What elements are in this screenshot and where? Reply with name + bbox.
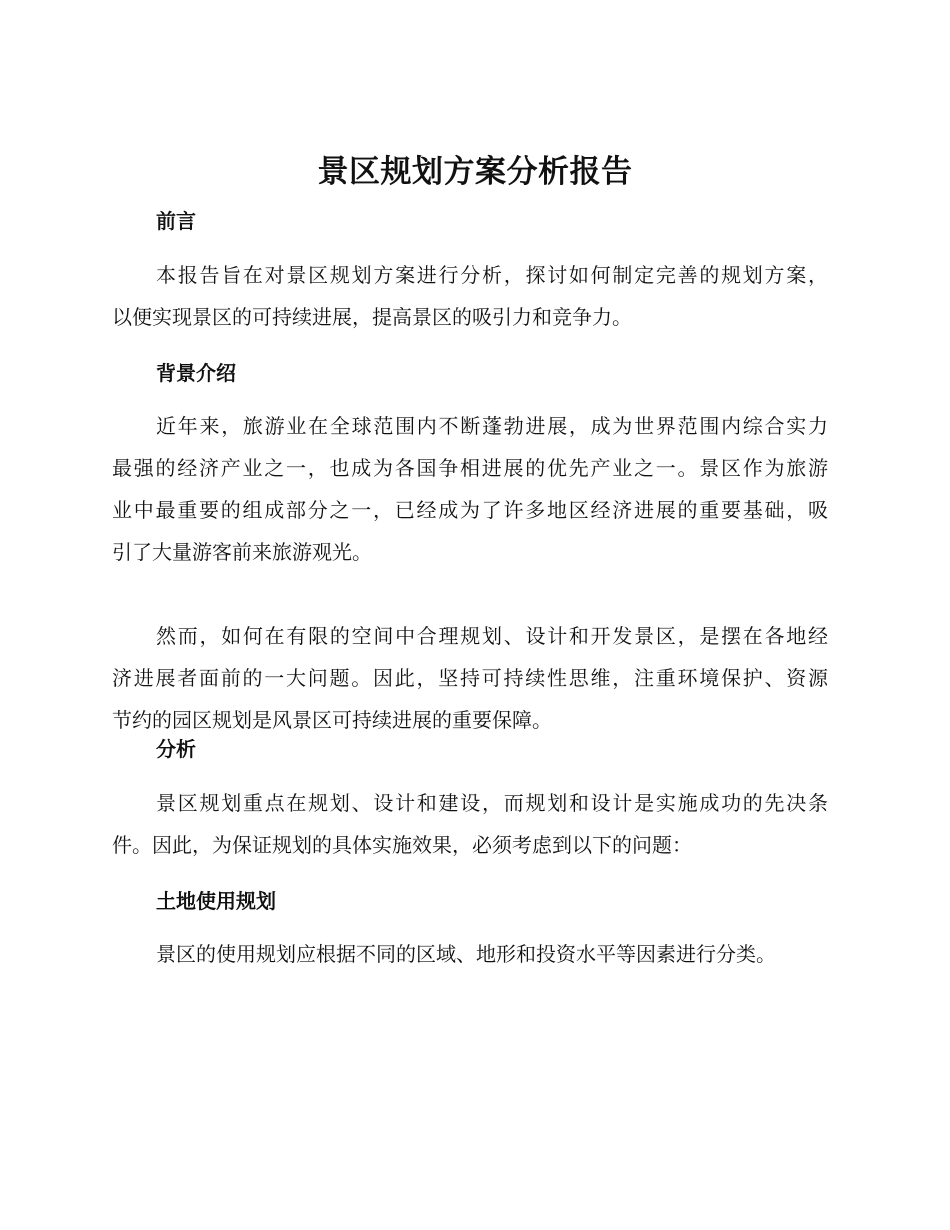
paragraph-line: 节约的园区规划是风景区可持续进展的重要保障。 — [112, 708, 552, 732]
paragraph — [112, 254, 828, 338]
paragraph — [112, 933, 828, 975]
paragraph-line: 件。因此，为保证规划的具体实施效果，必须考虑到以下的问题： — [112, 833, 692, 857]
paragraph — [112, 405, 828, 573]
paragraph-line: 景区的使用规划应根据不同的区域、地形和投资水平等因素进行分类。 — [156, 942, 776, 966]
paragraph — [112, 782, 828, 866]
paragraph — [112, 615, 828, 741]
paragraph-line: 业中最重要的组成部分之一，已经成为了许多地区经济进展的重要基础，吸 — [112, 498, 828, 522]
paragraph-line: 然而，如何在有限的空间中合理规划、设计和开发景区，是摆在各地经 — [156, 624, 828, 648]
paragraph-line: 景区规划重点在规划、设计和建设，而规划和设计是实施成功的先决条 — [156, 791, 828, 815]
paragraph-line: 本报告旨在对景区规划方案进行分析，探讨如何制定完善的规划方案， — [156, 263, 828, 287]
paragraph-line: 近年来，旅游业在全球范围内不断蓬勃进展，成为世界范围内综合实力 — [156, 414, 828, 438]
section-heading-land-use: 土地使用规划 — [156, 889, 276, 913]
paragraph-line: 以便实现景区的可持续进展，提高景区的吸引力和竞争力。 — [112, 305, 632, 329]
page-title: 景区规划方案分析报告 — [317, 154, 633, 190]
section-heading-background: 背景介绍 — [156, 361, 236, 385]
paragraph-line: 济进展者面前的一大问题。因此，坚持可持续性思维，注重环境保护、资源 — [112, 666, 828, 690]
paragraph-line: 最强的经济产业之一，也成为各国争相进展的优先产业之一。景区作为旅游 — [112, 456, 828, 480]
section-heading-analysis: 分析 — [156, 737, 196, 761]
section-heading-preface: 前言 — [156, 209, 196, 233]
paragraph-line: 引了大量游客前来旅游观光。 — [112, 540, 372, 564]
